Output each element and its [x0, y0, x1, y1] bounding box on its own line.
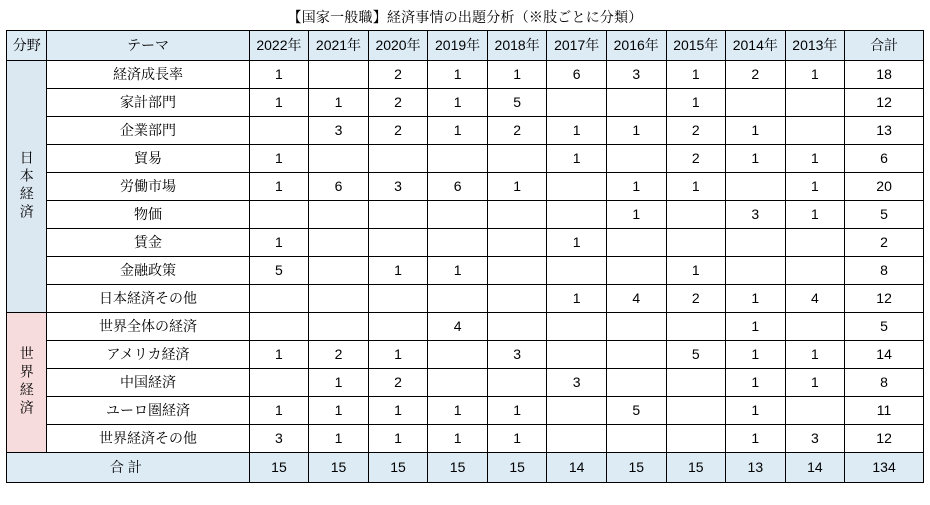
count-cell: 5 — [487, 88, 547, 116]
count-cell: 3 — [487, 340, 547, 368]
count-cell — [309, 228, 369, 256]
count-cell: 2 — [666, 144, 726, 172]
group-label: 日本経済 — [7, 60, 47, 312]
count-cell: 1 — [309, 424, 369, 452]
count-cell — [249, 116, 309, 144]
footer-count: 15 — [309, 452, 369, 482]
row-total: 5 — [845, 312, 924, 340]
count-cell: 1 — [606, 172, 666, 200]
count-cell — [547, 88, 607, 116]
count-cell: 6 — [428, 172, 488, 200]
count-cell: 2 — [309, 340, 369, 368]
header-year: 2014年 — [726, 30, 786, 60]
count-cell: 1 — [785, 340, 845, 368]
count-cell — [606, 228, 666, 256]
header-year: 2013年 — [785, 30, 845, 60]
count-cell — [309, 256, 369, 284]
count-cell — [487, 368, 547, 396]
count-cell: 3 — [368, 172, 428, 200]
count-cell — [249, 200, 309, 228]
theme-label: 中国経済 — [47, 368, 249, 396]
table-footer-row — [7, 452, 924, 482]
theme-label: ユーロ圏経済 — [47, 396, 249, 424]
count-cell: 3 — [309, 116, 369, 144]
count-cell — [666, 200, 726, 228]
theme-label: 賃金 — [47, 228, 249, 256]
count-cell — [428, 340, 488, 368]
count-cell: 1 — [606, 200, 666, 228]
count-cell: 1 — [785, 200, 845, 228]
count-cell — [606, 312, 666, 340]
row-total: 12 — [845, 88, 924, 116]
header-year: 2016年 — [606, 30, 666, 60]
count-cell: 1 — [726, 424, 786, 452]
count-cell: 6 — [309, 172, 369, 200]
count-cell — [547, 340, 607, 368]
table-row — [7, 368, 924, 396]
header-year: 2020年 — [368, 30, 428, 60]
count-cell: 1 — [368, 256, 428, 284]
count-cell: 3 — [726, 200, 786, 228]
count-cell: 1 — [309, 368, 369, 396]
count-cell: 1 — [547, 284, 607, 312]
count-cell: 2 — [368, 116, 428, 144]
count-cell — [309, 312, 369, 340]
footer-count: 13 — [726, 452, 786, 482]
count-cell: 1 — [428, 424, 488, 452]
count-cell: 2 — [487, 116, 547, 144]
table-row — [7, 200, 924, 228]
footer-count: 14 — [547, 452, 607, 482]
count-cell: 1 — [726, 396, 786, 424]
row-total: 18 — [845, 60, 924, 88]
table-row — [7, 60, 924, 88]
count-cell: 1 — [726, 144, 786, 172]
table-row — [7, 116, 924, 144]
count-cell — [487, 256, 547, 284]
count-cell: 1 — [309, 88, 369, 116]
footer-count: 15 — [666, 452, 726, 482]
count-cell: 1 — [487, 60, 547, 88]
count-cell: 1 — [726, 284, 786, 312]
table-row — [7, 256, 924, 284]
table-row — [7, 228, 924, 256]
footer-count: 15 — [606, 452, 666, 482]
theme-label: 企業部門 — [47, 116, 249, 144]
count-cell: 1 — [487, 424, 547, 452]
count-cell — [249, 312, 309, 340]
count-cell — [368, 200, 428, 228]
count-cell: 2 — [368, 88, 428, 116]
count-cell: 1 — [249, 340, 309, 368]
count-cell: 1 — [249, 172, 309, 200]
count-cell — [785, 88, 845, 116]
count-cell: 1 — [368, 424, 428, 452]
count-cell — [249, 284, 309, 312]
count-cell: 1 — [785, 60, 845, 88]
count-cell — [547, 200, 607, 228]
count-cell — [487, 228, 547, 256]
count-cell: 1 — [428, 60, 488, 88]
count-cell — [428, 200, 488, 228]
group-label: 世界経済 — [7, 312, 47, 452]
count-cell — [309, 144, 369, 172]
row-total: 6 — [845, 144, 924, 172]
count-cell: 2 — [666, 116, 726, 144]
count-cell — [785, 228, 845, 256]
count-cell: 1 — [666, 60, 726, 88]
count-cell: 1 — [249, 60, 309, 88]
theme-label: 世界経済その他 — [47, 424, 249, 452]
count-cell — [666, 424, 726, 452]
count-cell — [368, 228, 428, 256]
count-cell — [249, 368, 309, 396]
count-cell — [547, 312, 607, 340]
count-cell — [487, 284, 547, 312]
count-cell — [666, 396, 726, 424]
grand-total: 134 — [845, 452, 924, 482]
count-cell: 1 — [726, 368, 786, 396]
footer-count: 15 — [249, 452, 309, 482]
count-cell: 5 — [666, 340, 726, 368]
header-theme: テーマ — [47, 30, 249, 60]
table-row — [7, 144, 924, 172]
count-cell — [785, 116, 845, 144]
header-total: 合計 — [845, 30, 924, 60]
row-total: 5 — [845, 200, 924, 228]
count-cell — [666, 228, 726, 256]
count-cell: 1 — [368, 340, 428, 368]
count-cell — [368, 284, 428, 312]
count-cell — [606, 424, 666, 452]
count-cell: 5 — [249, 256, 309, 284]
header-year: 2021年 — [309, 30, 369, 60]
count-cell: 2 — [726, 60, 786, 88]
count-cell: 1 — [606, 116, 666, 144]
row-total: 13 — [845, 116, 924, 144]
footer-count: 15 — [428, 452, 488, 482]
count-cell: 1 — [547, 144, 607, 172]
count-cell: 1 — [428, 88, 488, 116]
count-cell — [309, 60, 369, 88]
row-total: 12 — [845, 284, 924, 312]
row-total: 2 — [845, 228, 924, 256]
count-cell — [368, 144, 428, 172]
page-title: 【国家一般職】経済事情の出題分析（※肢ごとに分類） — [287, 8, 643, 25]
count-cell: 1 — [785, 368, 845, 396]
table-row — [7, 88, 924, 116]
count-cell — [428, 144, 488, 172]
theme-label: 日本経済その他 — [47, 284, 249, 312]
count-cell: 1 — [785, 172, 845, 200]
count-cell — [487, 200, 547, 228]
count-cell — [606, 256, 666, 284]
table-row — [7, 396, 924, 424]
count-cell — [726, 256, 786, 284]
count-cell — [666, 368, 726, 396]
count-cell — [428, 228, 488, 256]
count-cell: 1 — [368, 396, 428, 424]
count-cell: 1 — [726, 116, 786, 144]
theme-label: 物価 — [47, 200, 249, 228]
count-cell: 2 — [666, 284, 726, 312]
count-cell — [606, 340, 666, 368]
count-cell — [547, 172, 607, 200]
count-cell — [606, 144, 666, 172]
count-cell: 1 — [249, 144, 309, 172]
count-cell: 1 — [666, 172, 726, 200]
count-cell: 5 — [606, 396, 666, 424]
row-total: 11 — [845, 396, 924, 424]
count-cell — [785, 396, 845, 424]
count-cell: 3 — [547, 368, 607, 396]
count-cell — [547, 256, 607, 284]
count-cell — [309, 284, 369, 312]
header-year: 2022年 — [249, 30, 309, 60]
row-total: 8 — [845, 368, 924, 396]
count-cell: 2 — [368, 60, 428, 88]
count-cell: 6 — [547, 60, 607, 88]
row-total: 20 — [845, 172, 924, 200]
count-cell: 1 — [487, 172, 547, 200]
count-cell: 1 — [726, 312, 786, 340]
theme-label: 経済成長率 — [47, 60, 249, 88]
count-cell: 1 — [726, 340, 786, 368]
count-cell: 4 — [428, 312, 488, 340]
theme-label: 労働市場 — [47, 172, 249, 200]
count-cell: 3 — [785, 424, 845, 452]
theme-label: 金融政策 — [47, 256, 249, 284]
theme-label: アメリカ経済 — [47, 340, 249, 368]
exam-analysis-table — [6, 4, 924, 483]
table-row — [7, 312, 924, 340]
theme-label: 家計部門 — [47, 88, 249, 116]
footer-count: 15 — [487, 452, 547, 482]
header-year: 2015年 — [666, 30, 726, 60]
row-total: 14 — [845, 340, 924, 368]
count-cell: 1 — [666, 256, 726, 284]
count-cell: 4 — [785, 284, 845, 312]
count-cell: 1 — [547, 116, 607, 144]
theme-label: 貿易 — [47, 144, 249, 172]
theme-label: 世界全体の経済 — [47, 312, 249, 340]
table-row — [7, 424, 924, 452]
table-header-row — [7, 30, 924, 60]
count-cell — [547, 424, 607, 452]
count-cell: 2 — [368, 368, 428, 396]
count-cell — [726, 228, 786, 256]
count-cell — [606, 88, 666, 116]
table-row — [7, 284, 924, 312]
count-cell: 1 — [428, 256, 488, 284]
count-cell: 3 — [606, 60, 666, 88]
count-cell — [785, 312, 845, 340]
count-cell: 1 — [428, 116, 488, 144]
count-cell — [309, 200, 369, 228]
count-cell: 1 — [249, 88, 309, 116]
count-cell — [606, 368, 666, 396]
count-cell — [428, 284, 488, 312]
table-row — [7, 172, 924, 200]
count-cell — [547, 396, 607, 424]
count-cell: 1 — [249, 396, 309, 424]
count-cell — [368, 312, 428, 340]
count-cell: 1 — [309, 396, 369, 424]
count-cell: 1 — [487, 396, 547, 424]
row-total: 8 — [845, 256, 924, 284]
count-cell: 1 — [666, 88, 726, 116]
count-cell: 1 — [785, 144, 845, 172]
count-cell — [487, 312, 547, 340]
count-cell — [428, 368, 488, 396]
row-total: 12 — [845, 424, 924, 452]
count-cell: 1 — [428, 396, 488, 424]
count-cell — [726, 172, 786, 200]
count-cell — [726, 88, 786, 116]
count-cell — [666, 312, 726, 340]
title-row — [7, 4, 924, 30]
count-cell: 1 — [249, 228, 309, 256]
table-row — [7, 340, 924, 368]
count-cell — [785, 256, 845, 284]
count-cell — [487, 144, 547, 172]
header-field: 分野 — [7, 30, 47, 60]
footer-label: 合計 — [7, 452, 250, 482]
header-year: 2019年 — [428, 30, 488, 60]
count-cell: 1 — [547, 228, 607, 256]
count-cell: 3 — [249, 424, 309, 452]
footer-count: 15 — [368, 452, 428, 482]
header-year: 2017年 — [547, 30, 607, 60]
count-cell: 4 — [606, 284, 666, 312]
header-year: 2018年 — [487, 30, 547, 60]
footer-count: 14 — [785, 452, 845, 482]
